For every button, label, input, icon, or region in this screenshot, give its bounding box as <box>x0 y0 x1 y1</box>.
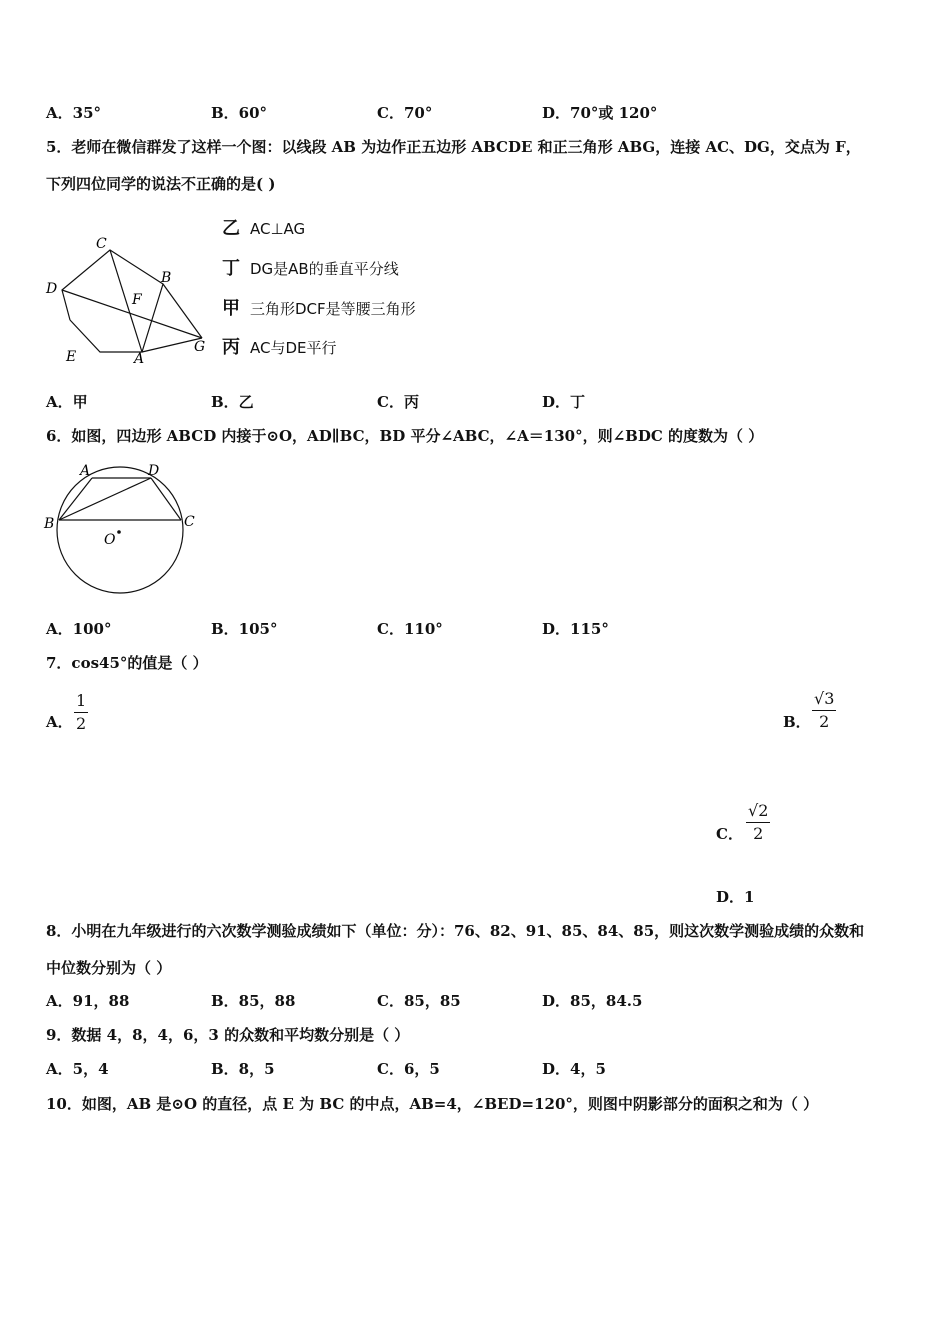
q5-pentagon-figure <box>40 232 215 367</box>
q6-stem: 6．如图，四边形 ABCD 内接于⊙O，AD∥BC，BD 平分∠ABC，∠A＝130°，则∠BDC 的度数为（ ） <box>46 427 764 445</box>
q6-option-a: A．100° <box>46 620 112 638</box>
q5-statement-jia <box>222 294 416 320</box>
q7-option-a-label: A． <box>46 713 73 731</box>
q5-label-e: E <box>66 349 77 365</box>
q5-statement-jia-who: 甲 <box>222 298 240 319</box>
q6-circle-figure <box>40 458 210 603</box>
q7-option-b-fraction <box>812 688 836 733</box>
q7-stem: 7．cos45°的值是（ ） <box>46 654 208 672</box>
q7-option-b-denominator: 2 <box>819 712 830 731</box>
q8-stem-line1: 8．小明在九年级进行的六次数学测验成绩如下（单位：分）：76、82、91、85、84、85，则这次数学测验成绩的众数和 <box>46 922 865 940</box>
q7-option-a-fraction <box>74 690 88 735</box>
q4-option-c: C．70° <box>377 104 433 122</box>
q6-label-a: A <box>80 463 91 479</box>
q5-statement-jia-text: 三角形DCF是等腰三角形 <box>250 300 416 318</box>
q4-option-d: D．70°或 120° <box>542 104 658 122</box>
q6-option-b: B．105° <box>211 620 278 638</box>
q9-option-a: A．5，4 <box>46 1060 109 1078</box>
q8-option-b: B．85，88 <box>211 992 296 1010</box>
q8-option-a: A．91，88 <box>46 992 130 1010</box>
q7-option-c-numerator: √2 <box>746 800 770 823</box>
q10-stem: 10．如图，AB 是⊙O 的直径，点 E 为 BC 的中点，AB=4，∠BED=120°，则图中阴影部分的面积之和为（ ） <box>46 1095 819 1113</box>
q5-label-c: C <box>96 236 107 252</box>
q5-statement-ding <box>222 254 399 280</box>
q6-label-o: O <box>104 532 116 548</box>
q7-option-b-label: B． <box>783 713 811 731</box>
q5-label-f: F <box>132 292 142 308</box>
q5-label-b: B <box>161 270 172 286</box>
q7-option-c-denominator: 2 <box>753 824 764 843</box>
q7-option-a-numerator: 1 <box>74 690 88 713</box>
q7-option-b-numerator: √3 <box>812 688 836 711</box>
q5-label-a: A <box>134 351 145 367</box>
q5-stem-line1: 5．老师在微信群发了这样一个图：以线段 AB 为边作正五边形 ABCDE 和正三角形 ABG，连接 AC、DG，交点为 F， <box>46 138 861 156</box>
q5-statement-yi-text: AC⊥AG <box>250 220 306 238</box>
q5-statement-ding-text: DG是AB的垂直平分线 <box>250 260 399 278</box>
q7-option-d: D．1 <box>716 888 755 906</box>
q5-option-c: C．丙 <box>377 393 419 411</box>
q6-label-b: B <box>44 516 55 532</box>
q5-option-b: B．乙 <box>211 393 254 411</box>
q8-option-c: C．85，85 <box>377 992 461 1010</box>
q6-option-d: D．115° <box>542 620 609 638</box>
q5-label-g: G <box>194 339 206 355</box>
q5-statement-yi <box>222 214 305 240</box>
q9-option-b: B．8，5 <box>211 1060 275 1078</box>
q9-option-d: D．4，5 <box>542 1060 606 1078</box>
q8-option-d: D．85，84.5 <box>542 992 643 1010</box>
q5-option-a: A．甲 <box>46 393 88 411</box>
q6-label-c: C <box>184 514 195 530</box>
q4-option-a: A．35° <box>46 104 102 122</box>
q9-option-c: C．6，5 <box>377 1060 440 1078</box>
q5-option-d: D．丁 <box>542 393 586 411</box>
q7-option-c-label: C． <box>716 825 743 843</box>
q7-option-a-denominator: 2 <box>76 714 87 733</box>
q5-statement-bing-text: AC与DE平行 <box>250 339 337 357</box>
q6-label-d: D <box>148 463 160 479</box>
q9-stem: 9．数据 4，8，4，6，3 的众数和平均数分别是（ ） <box>46 1026 410 1044</box>
q8-stem-line2: 中位数分别为（ ） <box>46 959 172 977</box>
q4-option-b: B．60° <box>211 104 268 122</box>
q5-label-d: D <box>46 281 58 297</box>
q5-stem-line2: 下列四位同学的说法不正确的是( ) <box>46 175 276 193</box>
q5-statement-bing-who: 丙 <box>222 337 240 358</box>
q6-option-c: C．110° <box>377 620 443 638</box>
q5-statement-yi-who: 乙 <box>222 218 240 239</box>
q5-statement-bing <box>222 333 337 359</box>
q7-option-c-fraction <box>746 800 770 845</box>
q5-statement-ding-who: 丁 <box>222 258 240 279</box>
